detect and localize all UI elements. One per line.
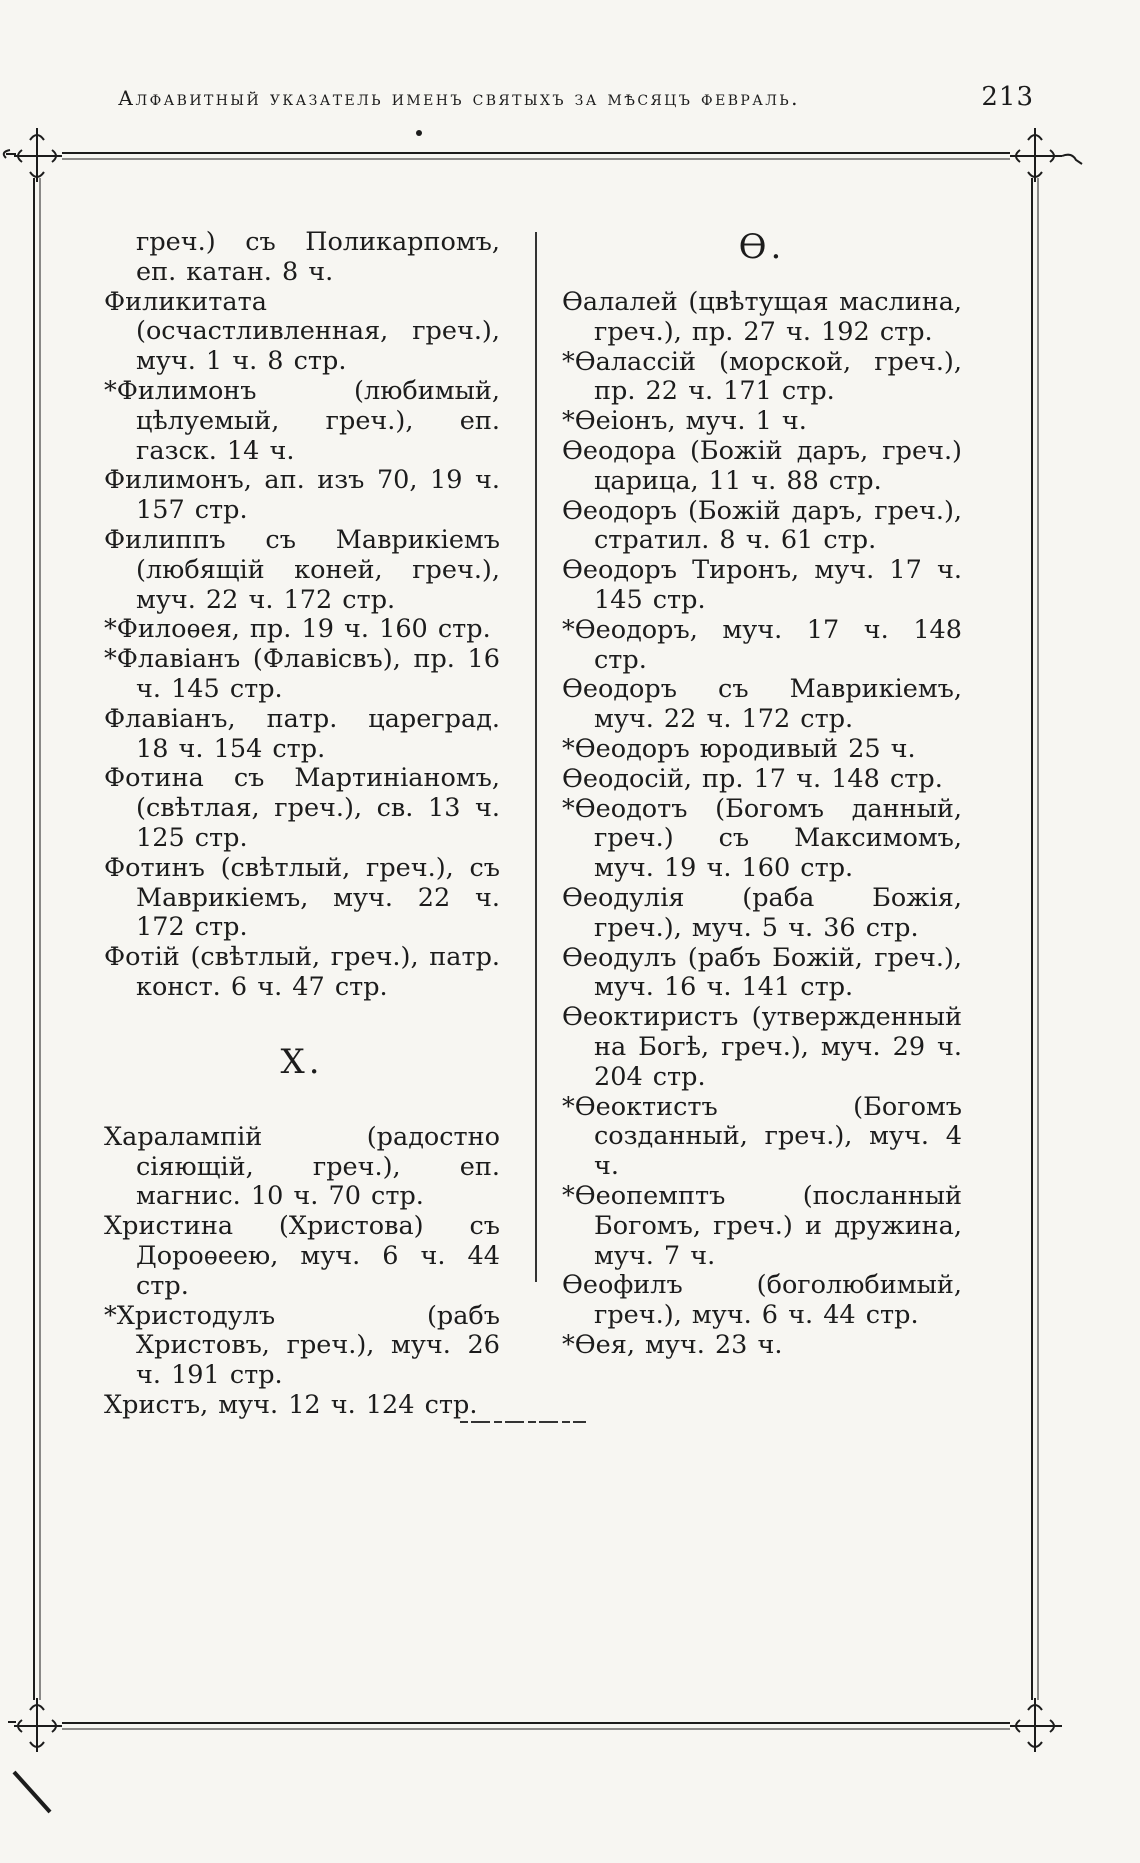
list-item: *Ѳеодотъ (Богомъ данный, греч.) съ Максимомъ, муч. 19 ч. 160 стр. bbox=[562, 793, 962, 884]
page-number: 213 bbox=[981, 82, 1034, 112]
list-item: *Ѳеоктистъ (Богомъ созданный, греч.), муч. 4 ч. bbox=[562, 1091, 962, 1182]
list-item: Ѳеодоръ (Божій даръ, греч.), стратил. 8 ч. 61 стр. bbox=[562, 495, 962, 556]
list-item: Ѳалалей (цвѣтущая маслина, греч.), пр. 27 ч. 192 стр. bbox=[562, 287, 962, 347]
list-item: Ѳеодулія (раба Божія, греч.), муч. 5 ч. 36 стр. bbox=[562, 882, 962, 943]
list-item: Ѳеодоръ Тиронъ, муч. 17 ч. 145 стр. bbox=[562, 555, 962, 615]
list-item: Христина (Христова) съ Дороѳеею, муч. 6 ч. 44 стр. bbox=[104, 1211, 500, 1301]
list-item: Филимонъ, ап. изъ 70, 19 ч. 157 стр. bbox=[104, 465, 500, 526]
list-item: Фотій (свѣтлый, греч.), патр. конст. 6 ч. 47 стр. bbox=[104, 942, 500, 1002]
list-item: *Ѳалассій (морской, греч.), пр. 22 ч. 171 стр. bbox=[562, 346, 962, 407]
section-letter: Х. bbox=[280, 1041, 324, 1082]
list-item: греч.) съ Поликарпомъ, еп. катан. 8 ч. bbox=[136, 227, 500, 287]
list-item: *Ѳеопемптъ (посланный Богомъ, греч.) и дружина, муч. 7 ч. bbox=[562, 1180, 962, 1271]
list-item: Ѳеодора (Божій даръ, греч.) царица, 11 ч. 88 стр. bbox=[562, 435, 962, 496]
section-letter: Ѳ. bbox=[738, 227, 786, 267]
list-item: Ѳеофилъ (боголюбимый, греч.), муч. 6 ч. 44 стр. bbox=[562, 1270, 962, 1331]
list-item: *Ѳея, муч. 23 ч. bbox=[562, 1329, 783, 1360]
column-divider bbox=[535, 232, 537, 1282]
corner-cross-icon bbox=[1010, 128, 1082, 182]
right-column bbox=[562, 228, 962, 1361]
list-item: Ѳеодоръ съ Маврикіемъ, муч. 22 ч. 172 стр. bbox=[562, 674, 962, 735]
corner-cross-icon bbox=[8, 1698, 62, 1752]
list-item: *Филимонъ (любимый, цѣлуемый, греч.), еп. газск. 14 ч. bbox=[104, 375, 500, 466]
list-item: *Ѳеодоръ, муч. 17 ч. 148 стр. bbox=[562, 614, 962, 675]
list-item: Фотина съ Мартиніаномъ, (свѣтлая, греч.), св. 13 ч. 125 стр. bbox=[104, 763, 500, 853]
list-item: *Ѳеодоръ юродивый 25 ч. bbox=[562, 733, 916, 764]
list-item: Ѳеодулъ (рабъ Божій, греч.), муч. 16 ч. 141 стр. bbox=[562, 942, 962, 1003]
list-item: Ѳеоктиристъ (утвержденный на Богѣ, греч.), муч. 29 ч. 204 стр. bbox=[562, 1002, 962, 1092]
page-title: Алфавитный указатель именъ святыхъ за мѣсяцъ февраль. bbox=[118, 86, 800, 110]
list-item: Фотинъ (свѣтлый, греч.), съ Маврикіемъ, муч. 22 ч. 172 стр. bbox=[104, 852, 500, 943]
list-item: Ѳеодосій, пр. 17 ч. 148 стр. bbox=[562, 763, 943, 794]
corner-cross-icon bbox=[1010, 1698, 1062, 1752]
list-item: Харалампій (радостно сіяющій, греч.), еп. магнис. 10 ч. 70 стр. bbox=[104, 1121, 500, 1212]
list-item: Христъ, муч. 12 ч. 124 стр. bbox=[104, 1389, 478, 1420]
list-item: Филиппъ съ Маврикіемъ (любящій коней, греч.), муч. 22 ч. 172 стр. bbox=[104, 524, 500, 615]
list-item: *Филоѳея, пр. 19 ч. 160 стр. bbox=[104, 614, 491, 645]
corner-cross-icon bbox=[4, 128, 62, 182]
list-item: *Ѳеіонъ, муч. 1 ч. bbox=[562, 406, 807, 437]
list-item: *Христодулъ (рабъ Христовъ, греч.), муч. 26 ч. 191 стр. bbox=[104, 1300, 500, 1391]
ink-stroke-icon bbox=[14, 1772, 50, 1812]
list-item: Филикитата (осчастливленная, греч.), муч. 1 ч. 8 стр. bbox=[104, 286, 500, 377]
end-rule-divider bbox=[460, 1421, 586, 1423]
left-column bbox=[104, 228, 500, 1421]
list-item: Флавіанъ, патр. цареград. 18 ч. 154 стр. bbox=[104, 703, 500, 764]
list-item: *Флавіанъ (Флавісвъ), пр. 16 ч. 145 стр. bbox=[104, 644, 500, 704]
